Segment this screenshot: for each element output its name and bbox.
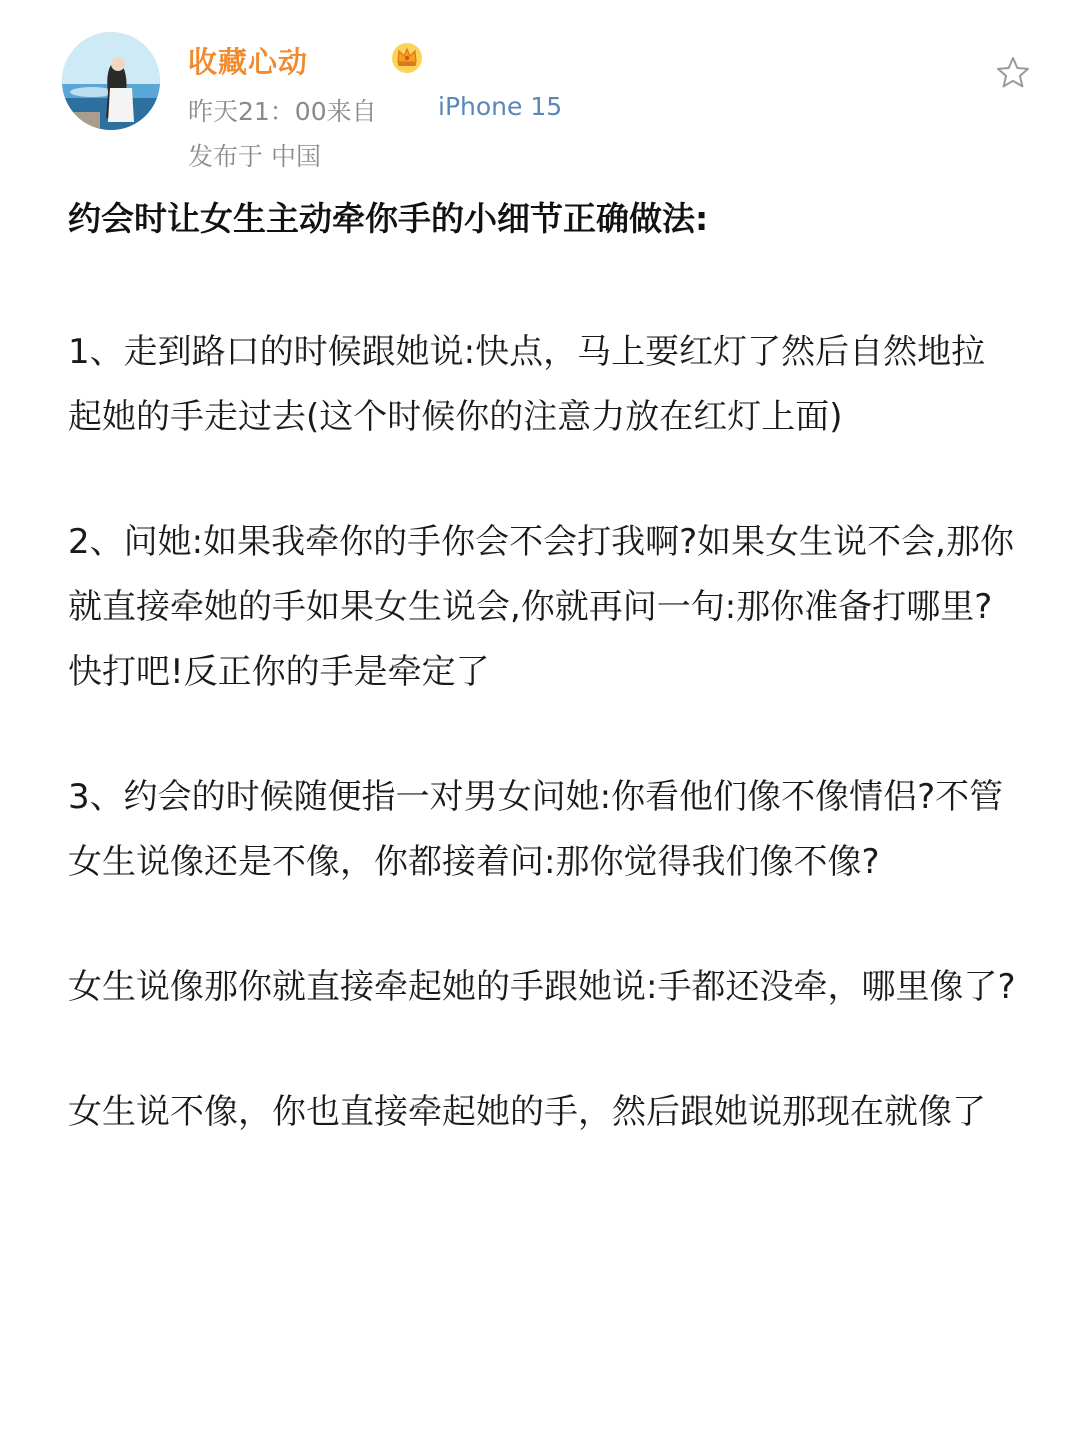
paragraph-2: 2、问她:如果我牵你的手你会不会打我啊?如果女生说不会,那你就直接牵她的手如果女生说会,你就再问一句:那你准备打哪里?快打吧!反正你的手是牵定了 xyxy=(68,522,1014,692)
avatar[interactable] xyxy=(62,32,160,130)
paragraph-1: 1、走到路口的时候跟她说:快点，马上要红灯了然后自然地拉起她的手走过去(这个时候你的注意力放在红灯上面) xyxy=(68,332,986,437)
paragraph-5: 女生说不像，你也直接牵起她的手，然后跟她说那现在就像了 xyxy=(68,1092,986,1132)
crown-icon xyxy=(390,40,424,74)
post-location: 发布于 中国 xyxy=(188,142,321,171)
post-time: 昨天21：00来自 xyxy=(188,97,377,126)
post-body xyxy=(68,188,1018,1145)
post-device[interactable]: iPhone 15 xyxy=(438,92,563,121)
post-header xyxy=(0,0,1080,180)
username[interactable]: 收藏心动 xyxy=(188,45,309,79)
paragraph-3: 3、约会的时候随便指一对男女问她:你看他们像不像情侣?不管女生说像还是不像，你都接着问:那你觉得我们像不像? xyxy=(68,777,1004,882)
star-icon xyxy=(994,54,1032,92)
favorite-button[interactable] xyxy=(994,54,1032,92)
post-title: 约会时让女生主动牵你手的小细节正确做法: xyxy=(68,199,709,238)
paragraph-4: 女生说像那你就直接牵起她的手跟她说:手都还没牵，哪里像了? xyxy=(68,967,1016,1007)
